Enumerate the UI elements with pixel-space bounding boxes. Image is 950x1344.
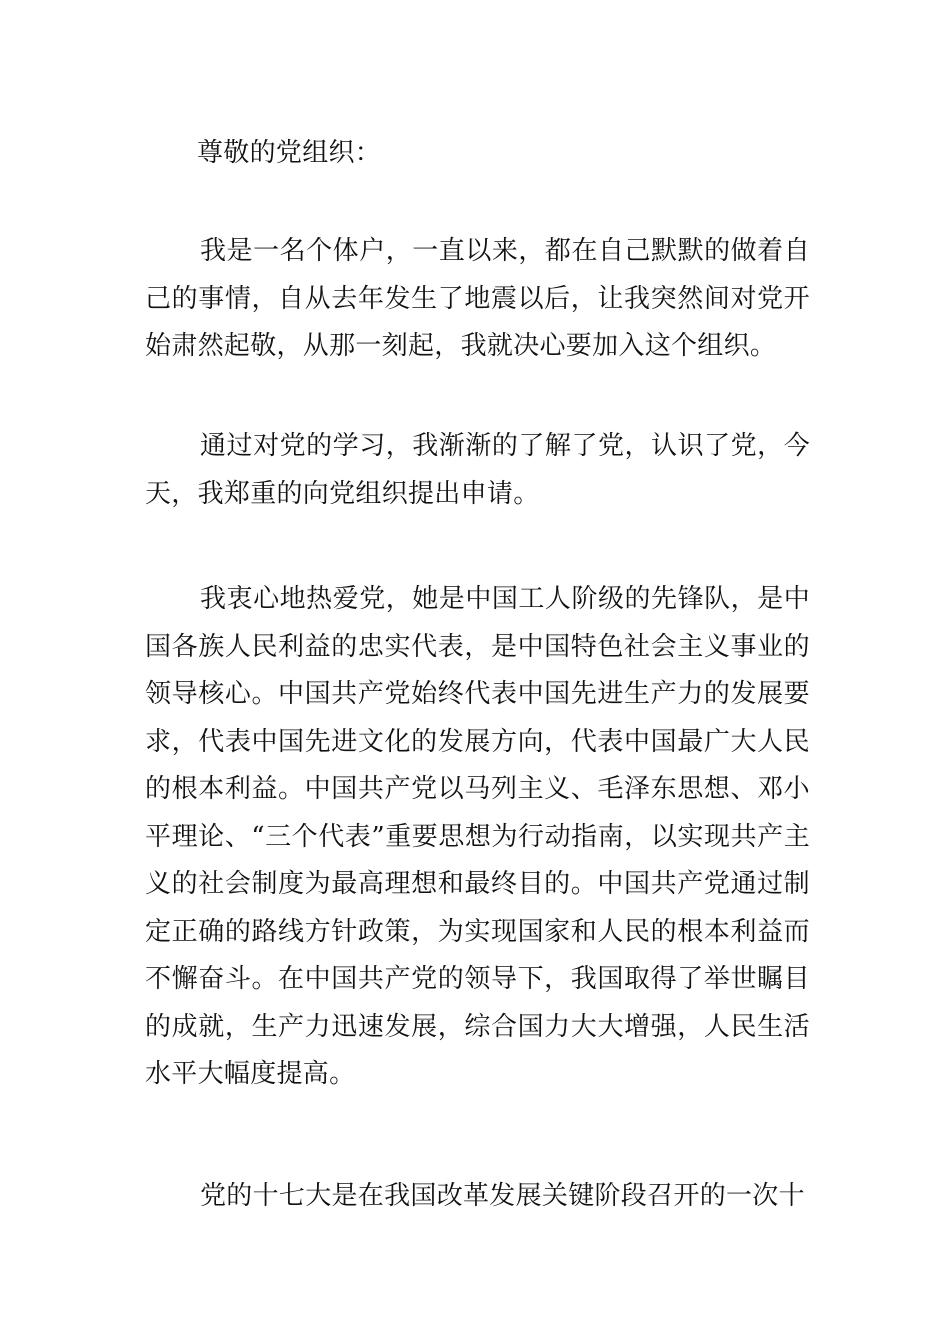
salutation: 尊敬的党组织：: [197, 138, 382, 168]
paragraph: 我是一名个体户，一直以来，都在自己默默的做着自己的事情，自从去年发生了地震以后，让我突然间对党开始肃然起敬，从那一刻起，我就决心要加入这个组织。: [145, 236, 810, 361]
paragraph: 通过对党的学习，我渐渐的了解了党，认识了党，今天，我郑重的向党组织提出申请。: [145, 431, 810, 509]
paragraph: 我衷心地热爱党，她是中国工人阶级的先锋队，是中国各族人民利益的忠实代表，是中国特色社会主义事业的领导核心。中国共产党始终代表中国先进生产力的发展要求，代表中国先进文化的发展方向，代表中国最广大人民的根本利益。中国共产党以马列主义、毛泽东思想、邓小平理论、“三个代表”重要思想为行动指南，以实现共产主义的社会制度为最高理想和最终目的。中国共产党通过制定正确的路线方针政策，为实现国家和人民的根本利益而不懈奋斗。在中国共产党的领导下，我国取得了举世瞩目的成就，生产力迅速发展，综合国力大大增强，人民生活水平大幅度提高。: [145, 584, 810, 1089]
paragraph: 党的十七大是在我国改革发展关键阶段召开的一次十: [200, 1181, 805, 1211]
